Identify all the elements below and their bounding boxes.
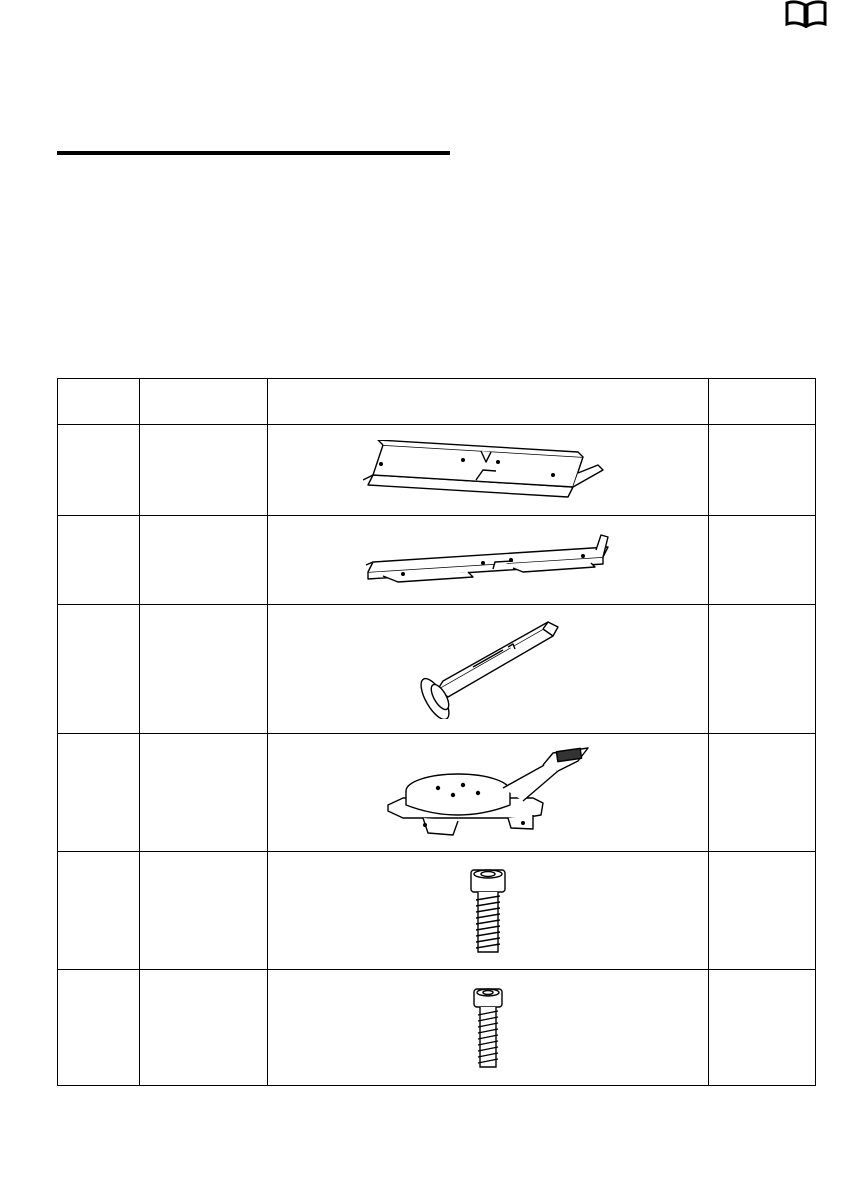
header-qty [709,379,816,425]
part-qty [709,852,816,970]
table-row [58,852,816,970]
part-image [268,516,709,605]
book-open-icon [784,0,828,33]
tube-with-flange-icon [413,619,563,719]
part-qty [709,970,816,1086]
part-image [268,970,709,1086]
part-qty [709,425,816,516]
header-image [268,379,709,425]
part-qty [709,734,816,852]
header-name [140,379,268,425]
table-row [58,605,816,734]
long-rail-bracket-left-icon [363,440,613,500]
part-name [140,970,268,1086]
part-name [140,852,268,970]
part-number [58,516,140,605]
small-socket-head-screw-icon [471,987,505,1069]
part-number [58,970,140,1086]
header-no [58,379,140,425]
part-name [140,734,268,852]
long-rail-bracket-right-icon [363,532,613,588]
part-qty [709,605,816,734]
table-header-row [58,379,816,425]
part-name [140,516,268,605]
table-row [58,734,816,852]
heading-underline [57,151,450,155]
part-image [268,425,709,516]
table-row [58,425,816,516]
parts-table [57,378,816,1086]
part-number [58,605,140,734]
part-number [58,852,140,970]
part-qty [709,516,816,605]
part-name [140,605,268,734]
table-row [58,970,816,1086]
table-row [58,516,816,605]
part-image [268,605,709,734]
part-image [268,734,709,852]
swivel-mechanism-icon [383,743,593,843]
part-name [140,425,268,516]
part-number [58,734,140,852]
socket-head-screw-icon [466,868,510,954]
part-number [58,425,140,516]
part-image [268,852,709,970]
